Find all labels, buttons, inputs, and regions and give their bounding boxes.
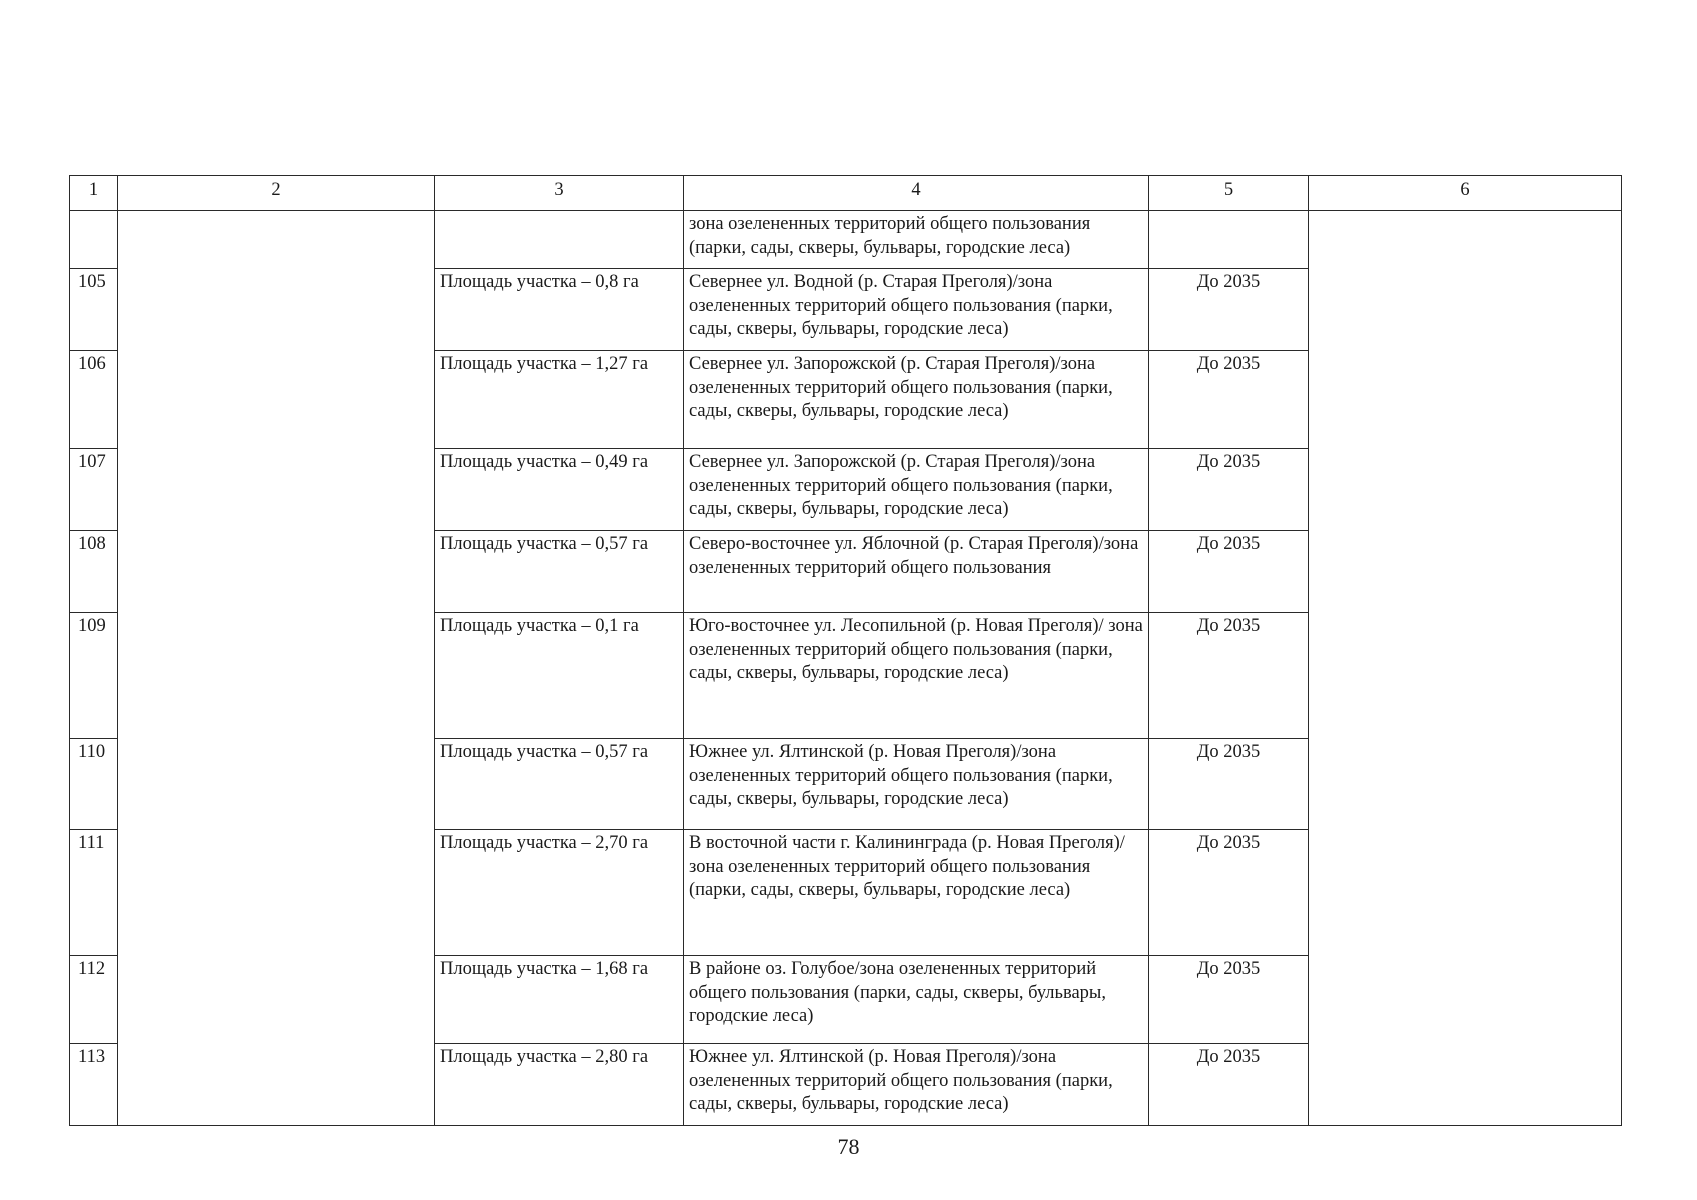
header-cell: 3 — [435, 176, 684, 211]
term-cell: До 2035 — [1149, 956, 1309, 1044]
row-number-cell: 108 — [70, 531, 118, 613]
area-cell: Площадь участка – 0,57 га — [435, 531, 684, 613]
table-row — [70, 211, 1622, 269]
term-cell: До 2035 — [1149, 351, 1309, 449]
term-cell — [1149, 211, 1309, 269]
row-number-cell — [70, 211, 118, 269]
row-number-cell: 113 — [70, 1044, 118, 1126]
page-number: 78 — [837, 1134, 860, 1159]
location-cell: В восточной части г. Калининграда (р. Новая Преголя)/зона озелененных территорий общего пользования (парки, сады, скверы, бульвары, городские леса) — [684, 830, 1149, 956]
location-cell: Севернее ул. Запорожской (р. Старая Преголя)/зона озелененных территорий общего пользования (парки, сады, скверы, бульвары, городские леса) — [684, 351, 1149, 449]
term-cell: До 2035 — [1149, 830, 1309, 956]
area-cell — [435, 211, 684, 269]
table-header-row — [70, 176, 1622, 211]
column-6-cell — [1309, 211, 1622, 1126]
location-cell: Южнее ул. Ялтинской (р. Новая Преголя)/зона озелененных территорий общего пользования (парки, сады, скверы, бульвары, городские леса) — [684, 739, 1149, 830]
location-cell: В районе оз. Голубое/зона озелененных территорий общего пользования (парки, сады, скверы, бульвары, городские леса) — [684, 956, 1149, 1044]
area-cell: Площадь участка – 0,49 га — [435, 449, 684, 531]
row-number-cell: 106 — [70, 351, 118, 449]
term-cell: До 2035 — [1149, 531, 1309, 613]
header-cell: 4 — [684, 176, 1149, 211]
term-cell: До 2035 — [1149, 1044, 1309, 1126]
row-number-cell: 111 — [70, 830, 118, 956]
location-cell: Южнее ул. Ялтинской (р. Новая Преголя)/зона озелененных территорий общего пользования (парки, сады, скверы, бульвары, городские леса) — [684, 1044, 1149, 1126]
row-number-cell: 107 — [70, 449, 118, 531]
term-cell: До 2035 — [1149, 739, 1309, 830]
term-cell: До 2035 — [1149, 269, 1309, 351]
location-cell: зона озелененных территорий общего пользования (парки, сады, скверы, бульвары, городские леса) — [684, 211, 1149, 269]
header-cell: 1 — [70, 176, 118, 211]
location-cell: Северо-восточнее ул. Яблочной (р. Старая Преголя)/зона озелененных территорий общего пользования — [684, 531, 1149, 613]
term-cell: До 2035 — [1149, 449, 1309, 531]
term-cell: До 2035 — [1149, 613, 1309, 739]
header-cell: 6 — [1309, 176, 1622, 211]
area-cell: Площадь участка – 2,80 га — [435, 1044, 684, 1126]
area-cell: Площадь участка – 1,68 га — [435, 956, 684, 1044]
area-cell: Площадь участка – 0,57 га — [435, 739, 684, 830]
row-number-cell: 109 — [70, 613, 118, 739]
location-cell: Юго-восточнее ул. Лесопильной (р. Новая Преголя)/ зона озелененных территорий общего пользования (парки, сады, скверы, бульвары, городские леса) — [684, 613, 1149, 739]
header-cell: 5 — [1149, 176, 1309, 211]
area-cell: Площадь участка – 0,1 га — [435, 613, 684, 739]
location-cell: Севернее ул. Запорожской (р. Старая Преголя)/зона озелененных территорий общего пользования (парки, сады, скверы, бульвары, городские леса) — [684, 449, 1149, 531]
data-table — [69, 175, 1622, 1126]
header-cell: 2 — [118, 176, 435, 211]
row-number-cell: 110 — [70, 739, 118, 830]
area-cell: Площадь участка – 0,8 га — [435, 269, 684, 351]
area-cell: Площадь участка – 1,27 га — [435, 351, 684, 449]
column-2-cell — [118, 211, 435, 1126]
row-number-cell: 105 — [70, 269, 118, 351]
location-cell: Севернее ул. Водной (р. Старая Преголя)/зона озелененных территорий общего пользования (парки, сады, скверы, бульвары, городские леса) — [684, 269, 1149, 351]
area-cell: Площадь участка – 2,70 га — [435, 830, 684, 956]
row-number-cell: 112 — [70, 956, 118, 1044]
